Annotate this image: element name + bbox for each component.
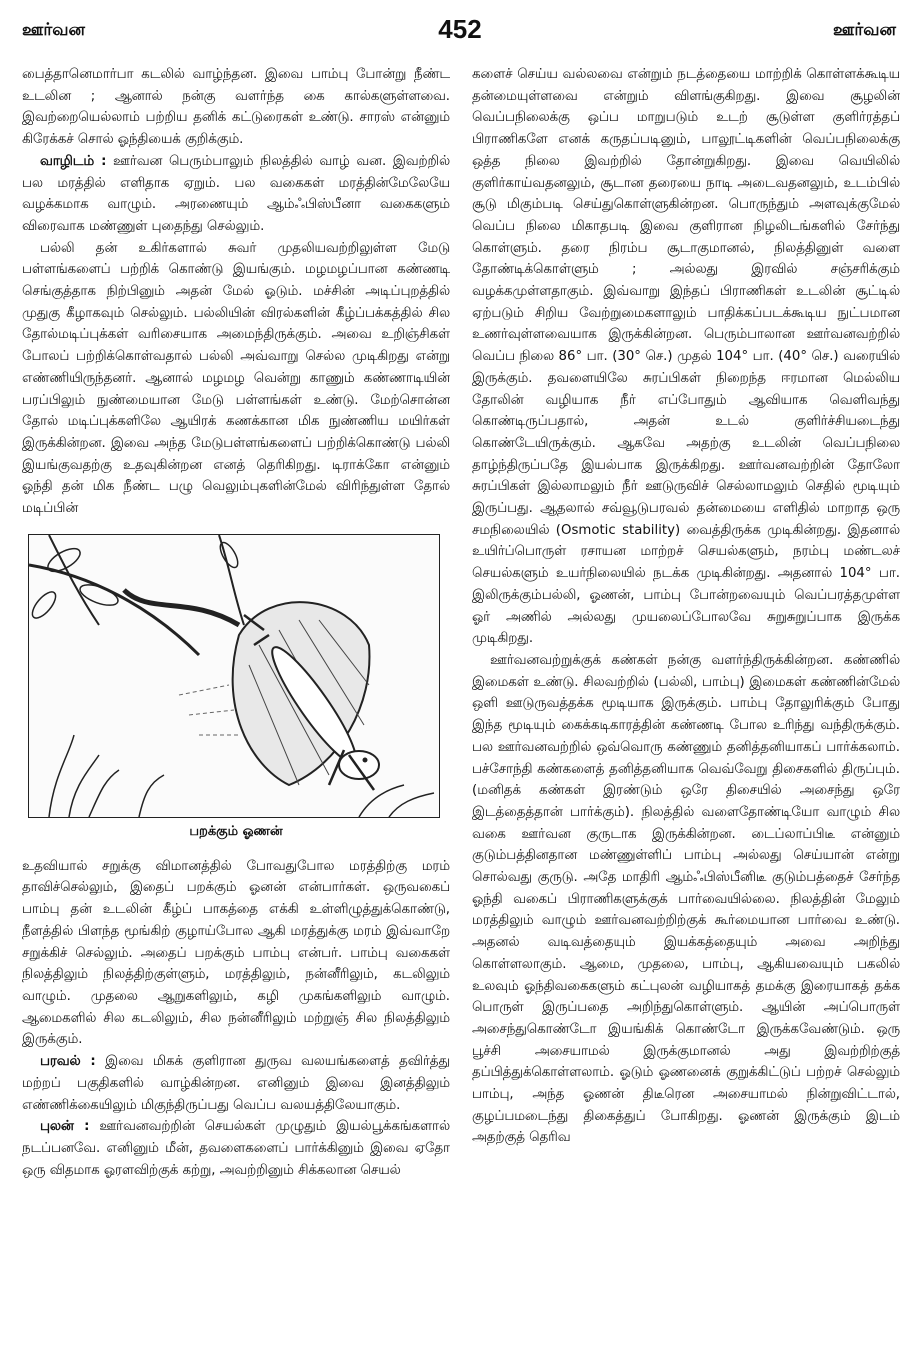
paragraph-text: ஊர்வனவற்றின் செயல்கள் முழுதும் இயல்பூக்கங்களால் நடப்பனவே. எனினும் மீன், தவளைகளைப் பார்க்கினும் இவை ஏதோ ஒரு விதமாக ஓரளவிற்குக் கற்று, அவற்றினும் சிக்கலான செயல் — [22, 1119, 450, 1178]
paragraph-senses — [22, 1116, 450, 1181]
section-lead-senses: புலன் : — [40, 1119, 90, 1135]
paragraph-text: இவை மிகக் குளிரான துருவ வலயங்களைத் தவிர்த்து மற்றப் பகுதிகளில் வாழ்கின்றன. எனினும் இவை இனத்திலும் எண்ணிக்கையிலும் மிகுந்திருப்பது வெப்ப வலயத்திலேயாகும். — [22, 1054, 450, 1113]
paragraph-text: ஊர்வன பெரும்பாலும் நிலத்தில் வாழ் வன. இவற்றில் பல மரத்தில் எளிதாக ஏறும். பல வகைகள் மரத்தின்மேலேயே வழக்கமாக வாழும். அரணையும் ஆம்ஃபிஸ்பீனா வகைகளும் விரைவாக மண்ணுள் புதைந்து செல்லும். — [22, 153, 450, 234]
page-number: 452 — [438, 14, 482, 44]
figure-caption: பறக்கும் ஓணன் — [189, 823, 283, 839]
page-header — [0, 0, 920, 58]
paragraph: களைச் செய்ய வல்லவை என்றும் நடத்தையை மாற்றிக் கொள்ளக்கூடிய தன்மையுள்ளவை என்றும் விளங்குகிறது. இவை சூழலின் வெப்பநிலைக்கு ஒப்ப மாறுபடும் உடற் சூடுள்ள குளிர்ரத்தப் பிராணிகளே எனக் கருதப்படினும், பாலூட்டிகளின் வெப்பநிலைக்கு ஒத்த நிலை இவற்றில் தோன்றுகிறது. இவை வெயிலில் குளிர்காய்வதனலும், சூடான தரையை நாடி அடைவதனலும், உடம்பில் சூடு மிகும்படி செய்துகொள்ளுகின்றன. பொருந்தும் அளவுக்குமேல் வெப்ப நிலை மிகாதபடி இவை குளிரான நிழலிடங்களில் சேர்ந்து கொள்ளும். தரை நிரம்ப சூடாகுமானல், நிலத்தினுள் வளை தோண்டிக்கொள்ளும் ; அல்லது இரவில் சஞ்சரிக்கும் வழக்கமுள்ளதாகும். இவ்வாறு இந்தப் பிராணிகள் உடலின் சூட்டில் ஏற்படும் சிறிய வேற்றுமைகளாலும் பாதிக்கப்படக்கூடிய நுட்பமான உணர்வுள்ளவையாக இருக்கின்றன. பெரும்பாலான ஊர்வனவற்றில் வெப்ப நிலை 86° பா. (30° செ.) முதல் 104° பா. (40° செ.) வரையில் இருக்கும். தவளையிலே சுரப்பிகள் நிறைந்த ஈரமான மெல்லிய தோலின் வழியாக நீர் எப்போதும் ஆவியாக வெளிவந்து கொண்டிருப்பதால், அதன் உடல் குளிர்ச்சியடைந்து கொண்டேயிருக்கும். ஆகவே அதற்கு உடலின் வெப்பநிலை தாழ்ந்திருப்பதே இயல்பாக இருக்கிறது. ஊர்வனவற்றின் தோலோ சுரப்பிகள் இல்லாமலும் நீர் ஊடுருவிச் செல்லாமலும் செதில் மூடியும் இருப்பது. ஆதலால் சவ்வூடுபரவல் தன்மையை எளிதில் மாறாத ஒரு சமநிலையில் (Osmotic stability) வைத்திருக்க முடிகின்றது. இதனால் உயிர்ப்பொருள் ரசாயன மாற்றச் செயல்களும், நரம்பு மண்டலச் செயல்களும் உயர்நிலையில் நடக்க முடிகின்றது. அதனால் 104° பா. இலிருக்கும்பல்லி, ஓணன், பாம்பு போன்றவையும் வெப்பரத்தமுள்ள ஓர் அணில் அல்லது முயலைப்போலவே சுறுசுறுப்பாக இருக்க முடிகிறது. — [472, 67, 900, 647]
section-lead-habitat: வாழிடம் : — [40, 153, 107, 169]
flying-lizard-illustration — [28, 534, 440, 818]
paragraph: ஊர்வனவற்றுக்குக் கண்கள் நன்கு வளர்ந்திருக்கின்றன. கண்ணில் இமைகள் உண்டு. சிலவற்றில் (பல்லி, பாம்பு) இமைகள் கண்ணின்மேல் ஒளி ஊடுருவத்தக்க மூடியாக இருக்கும். பாம்பு தோலுரிக்கும் போது இந்த மூடியும் கைக்கடிகாரத்தின் கண்ணடி போல உரிந்து வந்திருக்கும். பல ஊர்வனவற்றில் ஒவ்வொரு கண்ணும் தனித்தனியாகப் பார்க்கலாம். பச்சோந்தி கண்களைத் தனித்தனியாக வெவ்வேறு திசைகளில் திருப்பும். (மனிதக் கண்கள் இரண்டும் ஒரே திசையில் அசைந்து ஒரே இடத்தைத்தான் பார்க்கும்). நிலத்தில் வளைதோண்டியோ வாழும் சில வகை ஊர்வன குருடாக இருக்கின்றன. டைப்லாப்பிடீ என்னும் குடும்பத்தினதான மண்ணுள்ளிப் பாம்பு அல்லது செய்யான் என்று சொல்வது குருடு. அதே மாதிரி ஆம்ஃபிஸ்பீனிடீ குடும்பத்தைச் சேர்ந்த ஓந்தி வகைப் பிராணிகளுக்குக் பார்வையில்லை. நிலத்தின் மேலும் மரத்திலும் வாழும் ஊர்வனவற்றிற்குக் கூர்மையான பார்வை உண்டு. அதனல் வடிவத்தையும் இயக்கத்தையும் அவை அறிந்து கொள்ளலாகும். ஆமை, முதலை, பாம்பு, ஆகியவையும் பகலில் உலவும் ஓந்திவகைகளும் கட்புலன் வழியாகத் தமக்கு இரையாகத் தக்க பொருள் இருப்பதை அறிந்துகொள்ளும். ஆயின் அப்பொருள் அசைந்துகொண்டோ இயங்கிக் கொண்டோ இருக்கவேண்டும். ஒரு பூச்சி அசையாமல் இருக்குமானல் அது இவற்றிற்குத் தப்பித்துக்கொள்ளலாம். ஓடும் ஓணனைக் குறுக்கிட்டுப் பற்றச் செல்லும் பாம்பு, அந்த ஓணன் திடீரென அசையாமல் நின்றுவிட்டால், குழப்பமடைந்து திகைத்துப் போகிறது. ஓணன் இருக்கும் இடம் அதற்குத் தெரிவ — [472, 652, 900, 1146]
flying-lizard-drawing — [29, 535, 439, 817]
left-column — [22, 64, 450, 1359]
paragraph: உதவியால் சறுக்கு விமானத்தில் போவதுபோல மரத்திற்கு மரம் தாவிச்செல்லும், இதைப் பறக்கும் ஓனன் என்பார்கள். ஒருவகைப் பாம்பு தன் உடலின் கீழ்ப் பாகத்தை எக்கி உள்ளிழுத்துக்கொண்டு, நீளத்தில் பிளந்த மூங்கிற் குழாய்போல ஆகி மரத்துக்கு மரம் இவ்வாறே சறுக்கிச் செல்லும். அதைப் பறக்கும் பாம்பு என்பர். பாம்பு வகைகள் நிலத்திலும் நிலத்திற்குள்ளும், மரத்திலும், நன்னீரிலும், கடலிலும் வாழும். முதலை ஆறுகளிலும், கழி முகங்களிலும் வாழும். ஆமைகளில் சில கடலிலும், சில நன்னீரிலும் மற்றுஞ் சில நிலத்திலும் இருக்கும். — [22, 858, 450, 1048]
paragraph: பைத்தானெமார்பா கடலில் வாழ்ந்தன. இவை பாம்பு போன்று நீண்ட உடலின ; ஆனால் நன்கு வளர்ந்த கை கால்களுள்ளவை. இவற்றையெல்லாம் பற்றிய தனிக் கட்டுரைகள் உண்டு. சாரஸ் என்னும் கிரேக்கச் சொல் ஓந்தியைக் குறிக்கும். — [22, 67, 450, 148]
paragraph: பல்லி தன் உகிர்களால் சுவர் முதலியவற்றிலுள்ள மேடு பள்ளங்களைப் பற்றிக் கொண்டு இயங்கும். மழமழப்பான கண்ணடி செங்குத்தாக நிற்பினும் அதன் மேல் ஓடும். மச்சின் அடிப்புறத்தில் முதுகு கீழாகவும் செல்லும். பல்லியின் விரல்களின் கீழ்ப்பக்கத்தில் சில தோல்மடிப்புக்கள் வரிசையாக அமைந்திருக்கும். அவை உறிஞ்சிகள் போலப் பற்றிக்கொள்வதால் பல்லி அவ்வாறு செல்ல முடிகிறது என்று எண்ணியிருந்தனர். ஆனால் மழமழ வென்று காணும் கண்ணாடியின் பரப்பிலும் நுண்மையான மேடு பள்ளங்கள் உண்டு. மேற்சொன்ன தோல் மடிப்புக்களிலே ஆயிரக் கணக்கான மிக நுண்ணிய மயிர்கள் இருக்கின்றன. இவை அந்த மேடுபள்ளங்களைப் பற்றிக்கொண்டு பல்லி இயங்குவதற்கு உதவுகின்றன எனத் தெரிகிறது. டிராக்கோ என்னும் ஓந்தி தன் மிக நீண்ட பழு வெலும்புகளின்மேல் விரிந்துள்ள தோல் மடிப்பின் — [22, 240, 450, 517]
paragraph-distribution — [22, 1051, 450, 1116]
section-lead-distribution: பரவல் : — [40, 1054, 96, 1070]
running-head-left: ஊர்வன — [22, 20, 86, 40]
paragraph-habitat — [22, 151, 450, 238]
right-column — [472, 64, 900, 1359]
running-head-right: ஊர்வன — [832, 20, 896, 40]
